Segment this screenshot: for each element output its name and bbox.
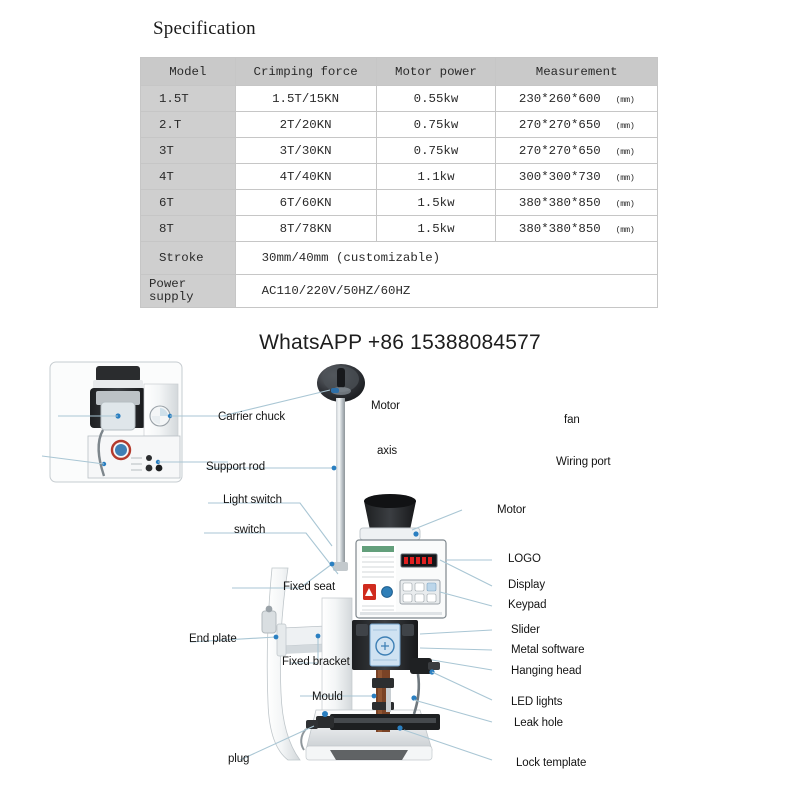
measurement-unit: (mm) bbox=[615, 172, 635, 183]
callout-fan: fan bbox=[564, 414, 580, 426]
light-switch-button[interactable] bbox=[382, 587, 393, 598]
callout-end-plate: End plate bbox=[189, 633, 237, 645]
callout-plug: plug bbox=[228, 753, 250, 765]
measurement-unit: (mm) bbox=[615, 224, 635, 235]
table-row-stroke bbox=[141, 242, 658, 275]
motor-top bbox=[360, 494, 420, 540]
measurement-value: 270*270*650 bbox=[518, 117, 601, 132]
cell-model: 4T bbox=[141, 164, 236, 190]
callout-wiring-port: Wiring port bbox=[556, 456, 611, 468]
col-header-power: Motor power bbox=[376, 58, 496, 86]
col-header-measurement: Measurement bbox=[496, 58, 658, 86]
table-row-power-supply bbox=[141, 275, 658, 308]
cell-force: 3T/30KN bbox=[235, 138, 376, 164]
callout-logo: LOGO bbox=[508, 553, 541, 565]
inset-photo-motor-unit bbox=[50, 362, 182, 482]
cell-measurement bbox=[496, 190, 658, 216]
table-header-row bbox=[141, 58, 658, 86]
carrier-chuck bbox=[317, 364, 365, 402]
cell-power: 0.55kw bbox=[376, 86, 496, 112]
measurement-unit: (mm) bbox=[615, 198, 635, 209]
cell-value-power-supply: AC110/220V/50HZ/60HZ bbox=[235, 275, 657, 308]
cell-measurement bbox=[496, 86, 658, 112]
measurement-value: 380*380*850 bbox=[518, 221, 601, 236]
callout-slider: Slider bbox=[511, 624, 540, 636]
callout-display: Display bbox=[508, 579, 546, 591]
machine-illustration bbox=[0, 358, 800, 800]
cell-label-stroke: Stroke bbox=[141, 242, 236, 275]
cell-power: 0.75kw bbox=[376, 112, 496, 138]
logo-plate bbox=[360, 544, 396, 614]
table-row bbox=[141, 216, 658, 242]
dot-leak-hole bbox=[411, 695, 416, 700]
cell-measurement bbox=[496, 138, 658, 164]
display bbox=[401, 554, 437, 567]
cell-model: 2.T bbox=[141, 112, 236, 138]
measurement-unit: (mm) bbox=[615, 120, 635, 131]
power-supply-label-line1: Power bbox=[149, 276, 187, 291]
machine-diagram bbox=[0, 358, 800, 800]
control-panel bbox=[356, 540, 446, 618]
cell-force: 6T/60KN bbox=[235, 190, 376, 216]
cell-force: 2T/20KN bbox=[235, 112, 376, 138]
callout-hanging-head: Hanging head bbox=[511, 665, 582, 677]
measurement-value: 270*270*650 bbox=[518, 143, 601, 158]
callout-led-lights: LED lights bbox=[511, 696, 563, 708]
whatsapp-contact: WhatsAPP +86 15388084577 bbox=[259, 331, 541, 354]
end-plate-clamp bbox=[262, 611, 276, 633]
callout-metal-software: Metal software bbox=[511, 644, 585, 656]
cell-force: 4T/40KN bbox=[235, 164, 376, 190]
table-row bbox=[141, 86, 658, 112]
callout-leak-hole: Leak hole bbox=[514, 717, 563, 729]
support-rod bbox=[336, 398, 345, 566]
cell-model: 6T bbox=[141, 190, 236, 216]
callout-keypad: Keypad bbox=[508, 599, 547, 611]
callout-carrier-chuck: Carrier chuck bbox=[218, 411, 286, 423]
cell-measurement bbox=[496, 216, 658, 242]
measurement-unit: (mm) bbox=[615, 146, 635, 157]
cell-model: 8T bbox=[141, 216, 236, 242]
page-title: Specification bbox=[153, 18, 256, 39]
cell-model: 1.5T bbox=[141, 86, 236, 112]
table-row bbox=[141, 138, 658, 164]
measurement-value: 300*300*730 bbox=[518, 169, 601, 184]
metal-software-plate bbox=[370, 624, 400, 666]
callout-support-rod: Support rod bbox=[206, 461, 265, 473]
measurement-unit: (mm) bbox=[615, 94, 635, 105]
cell-force: 8T/78KN bbox=[235, 216, 376, 242]
callout-lock-template: Lock template bbox=[516, 757, 587, 769]
measurement-value: 380*380*850 bbox=[518, 195, 601, 210]
cell-power: 1.5kw bbox=[376, 216, 496, 242]
specification-table bbox=[140, 57, 658, 308]
cell-value-stroke: 30mm/40mm (customizable) bbox=[235, 242, 657, 275]
cell-force: 1.5T/15KN bbox=[235, 86, 376, 112]
cell-power: 0.75kw bbox=[376, 138, 496, 164]
callout-light-switch: Light switch bbox=[223, 494, 282, 506]
cell-measurement bbox=[496, 112, 658, 138]
callout-axis: axis bbox=[377, 445, 398, 457]
measurement-value: 230*260*600 bbox=[518, 91, 601, 106]
table-row bbox=[141, 112, 658, 138]
callout-switch: switch bbox=[234, 524, 266, 536]
col-header-force: Crimping force bbox=[235, 58, 376, 86]
table-row bbox=[141, 164, 658, 190]
callout-motor-inset: Motor bbox=[371, 400, 400, 412]
col-header-model: Model bbox=[141, 58, 236, 86]
table-row bbox=[141, 190, 658, 216]
callout-fixed-seat: Fixed seat bbox=[283, 581, 336, 593]
cell-model: 3T bbox=[141, 138, 236, 164]
cell-power: 1.1kw bbox=[376, 164, 496, 190]
cell-label-power-supply bbox=[141, 275, 236, 308]
callout-motor: Motor bbox=[497, 504, 526, 516]
slider-assembly bbox=[352, 620, 418, 670]
fan-icon bbox=[150, 406, 170, 426]
callout-fixed-bracket: Fixed bracket bbox=[282, 656, 350, 668]
cell-measurement bbox=[496, 164, 658, 190]
power-supply-label-line2: supply bbox=[149, 290, 194, 304]
callout-mould: Mould bbox=[312, 691, 343, 703]
keypad[interactable] bbox=[400, 580, 440, 604]
cell-power: 1.5kw bbox=[376, 190, 496, 216]
